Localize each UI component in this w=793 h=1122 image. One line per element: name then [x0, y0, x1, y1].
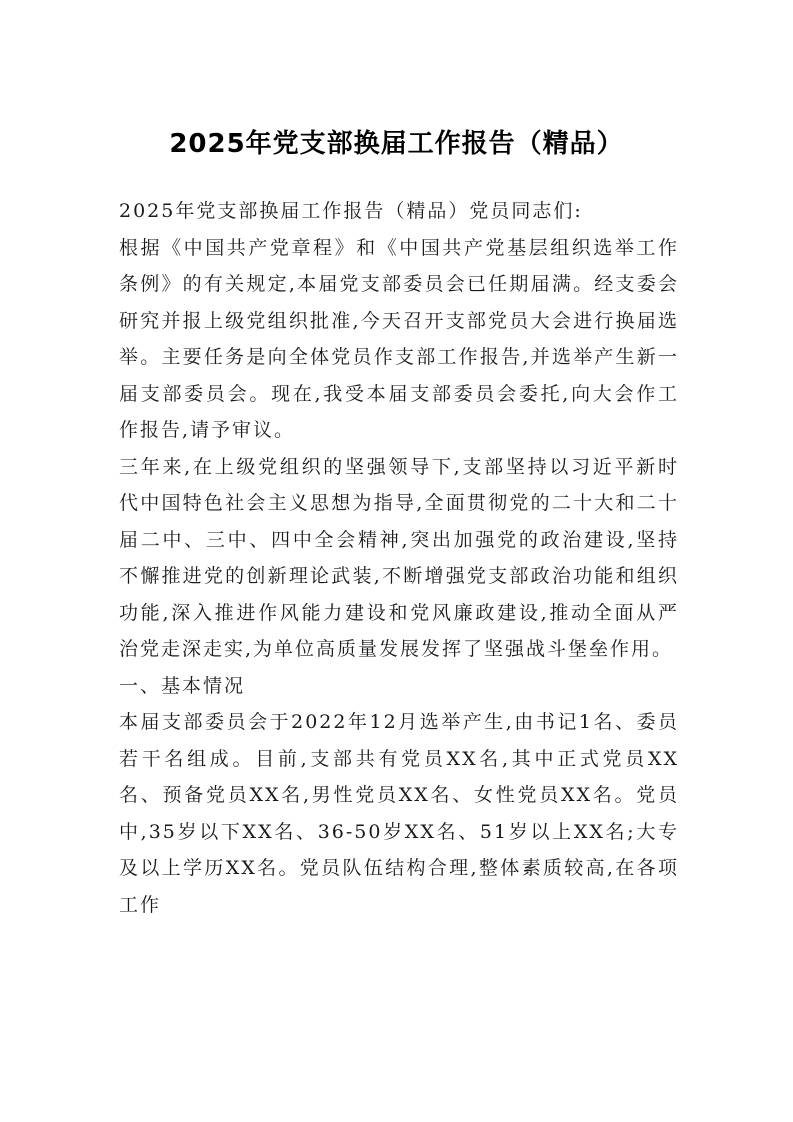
paragraph-basic-situation: 本届支部委员会于2022年12月选举产生,由书记1名、委员若干名组成。目前,支部共有党员XX名,其中正式党员XX名、预备党员XX名,男性党员XX名、女性党员XX名。党员中,35岁以下XX名、36-50岁XX名、51岁以上XX名;大专及以上学历XX名。党员队伍结构合理,整体素质较高,在各项工作 [119, 711, 679, 916]
document-body [119, 193, 679, 923]
document-title: 2025年党支部换届工作报告（精品） [169, 129, 624, 159]
paragraph-intro: 根据《中国共产党章程》和《中国共产党基层组织选举工作条例》的有关规定,本届党支部委员会已任期届满。经支委会研究并报上级党组织批准,今天召开支部党员大会进行换届选举。主要任务是向全体党员作支部工作报告,并选举产生新一届支部委员会。现在,我受本届支部委员会委托,向大会作工作报告,请予审议。 [119, 236, 679, 441]
paragraph-summary: 三年来,在上级党组织的坚强领导下,支部坚持以习近平新时代中国特色社会主义思想为指导,全面贯彻党的二十大和二十届二中、三中、四中全会精神,突出加强党的政治建设,坚持不懈推进党的创新理论武装,不断增强党支部政治功能和组织功能,深入推进作风能力建设和党风廉政建设,推动全面从严治党走深走实,为单位高质量发展发挥了坚强战斗堡垒作用。 [119, 455, 679, 660]
paragraph-salutation: 2025年党支部换届工作报告（精品）党员同志们: [119, 200, 583, 222]
section-heading-basic-situation: 一、基本情况 [119, 674, 246, 697]
